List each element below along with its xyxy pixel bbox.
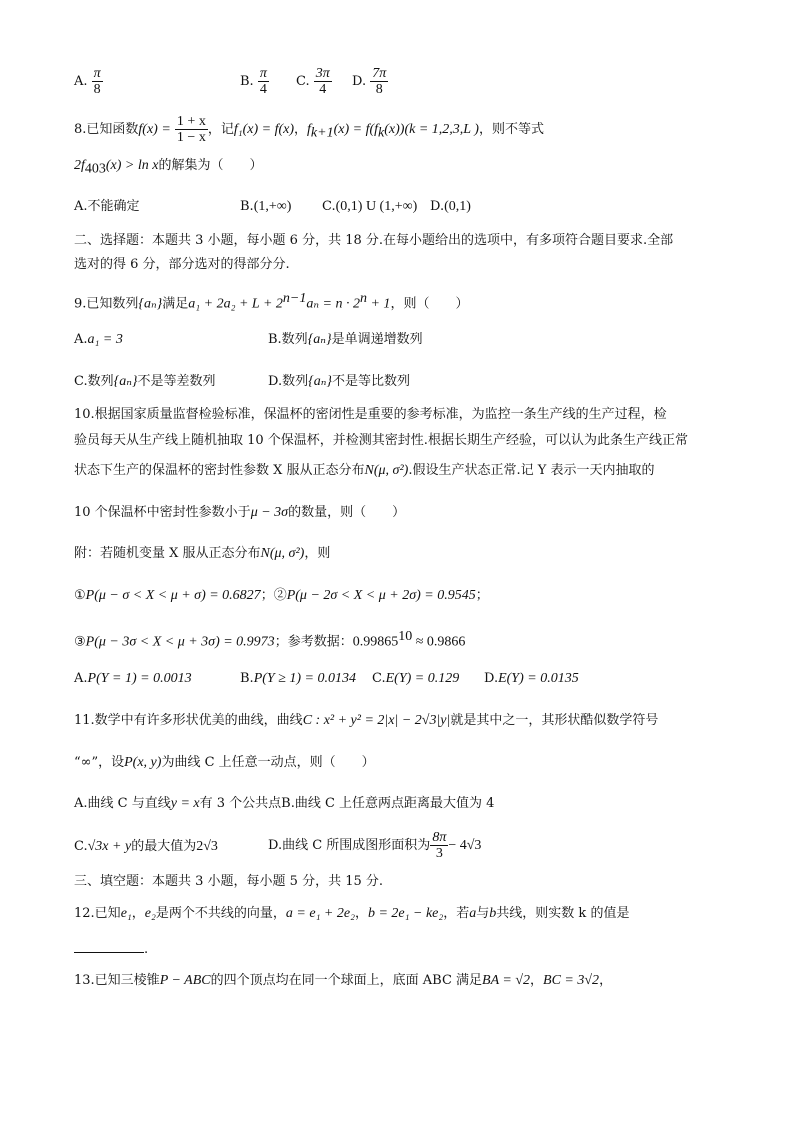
q8-option-d: D.(0,1): [430, 199, 471, 214]
section-3-heading: 三、填空题：本题共 3 小题，每小题 5 分，共 15 分.: [74, 874, 384, 889]
q8-stem: 8.已知函数f(x) = $\frac{1 + x}{1 - x}$ ，记f₁(x) = f(x)，$f_{k+1}(x) = f(f_k(x))(k = 1,2,3,L$ )，则不等式: [74, 114, 544, 145]
q10-option-c: C.E(Y) = 0.129: [372, 671, 460, 686]
q10-appendix-formulas2: ③P(μ − 3σ < X < μ + 3σ) = 0.9973；参考数据：$0.99865^{10} \approx 0.9866$: [74, 629, 466, 650]
q8-option-a: A.不能确定: [74, 199, 140, 214]
fraction: $\frac{\pi}{8}$: [93, 66, 101, 97]
q8-option-c: C.(0,1) U (1,+∞): [322, 199, 418, 214]
answer-blank[interactable]: [74, 940, 144, 953]
q11-option-b: B.曲线 C 上任意两点距离最大值为 4: [281, 796, 495, 811]
fraction: $\frac{3\pi}{4}$: [315, 66, 330, 97]
q10-appendix-formulas1: ①P(μ − σ < X < μ + σ) = 0.6827；②P(μ − 2σ < X < μ + 2σ) = 0.9545；: [74, 588, 489, 603]
q7-option-a: [74, 66, 103, 97]
q10-stem-line2: 验员每天从生产线上随机抽取 10 个保温杯，并检测其密封性.根据长期生产经验，可以认为此条生产线正常: [74, 433, 688, 448]
q11-stem-line2: “∞”，设P(x, y)为曲线 C 上任意一动点，则（ ）: [74, 755, 375, 770]
fraction: $\frac{8\pi}{3}$: [432, 830, 447, 861]
q9-option-d: D.数列{aₙ}不是等比数列: [268, 374, 410, 389]
q7-option-b: [240, 66, 269, 97]
fraction: $\frac{7\pi}{8}$: [372, 66, 387, 97]
q7-option-d: [352, 66, 388, 97]
q12-stem: 12.已知e₁，e₂是两个不共线的向量，a = e₁ + 2e₂，b = 2e₁ − ke₂，若a与b共线，则实数 k 的值是: [74, 906, 630, 921]
q12-answer-line: .: [74, 940, 148, 959]
q10-appendix: 附：若随机变量 X 服从正态分布N(μ, σ²)，则: [74, 546, 331, 561]
q9-option-a: A.a₁ = 3: [74, 332, 123, 347]
q8-option-b: B.(1,+∞): [240, 199, 292, 214]
q11-option-a: A.曲线 C 与直线y = x有 3 个公共点: [74, 796, 282, 811]
option-label: B.: [240, 74, 254, 89]
q11-stem-line1: 11.数学中有许多形状优美的曲线，曲线C : x² + y² = 2|x| − 2√3|y|就是其中之一，其形状酷似数学符号: [74, 713, 659, 728]
q8-stem-line2: $2f_{403}(x) > \ln x$的解集为（ ）: [74, 158, 263, 177]
q10-option-d: D.E(Y) = 0.0135: [484, 671, 579, 686]
fraction: $\frac{1 + x}{1 - x}$: [176, 114, 206, 145]
q10-option-b: B.P(Y ≥ 1) = 0.0134: [240, 671, 356, 686]
q9-stem: 9.已知数列{aₙ}满足$a_1 + 2a_2 + L + 2^{n-1}a_n = n \cdot 2^n + 1$，则（ ）: [74, 291, 469, 312]
q10-stem-line1: 10.根据国家质量监督检验标准，保温杯的密闭性是重要的参考标准，为监控一条生产线的生产过程，检: [74, 407, 667, 422]
q13-stem: 13.已知三棱锥P − ABC的四个顶点均在同一个球面上，底面 ABC 满足BA = √2，BC = 3√2，: [74, 973, 613, 988]
section-2-heading: 二、选择题：本题共 3 小题，每小题 6 分，共 18 分.在每小题给出的选项中，有多项符合题目要求.全部: [74, 233, 674, 248]
q11-options-row1: [74, 795, 494, 813]
option-label: D.: [352, 74, 367, 89]
q7-option-c: [296, 66, 332, 97]
q9-option-b: B.数列{aₙ}是单调递增数列: [268, 332, 423, 347]
option-label: A.: [74, 74, 88, 89]
q11-option-d: D.曲线 C 所围成图形面积为 $\frac{8\pi}{3}$ − 4√3: [268, 830, 482, 861]
q9-option-c: C.数列{aₙ}不是等差数列: [74, 374, 216, 389]
q10-stem-line3: 状态下生产的保温杯的密封性参数 X 服从正态分布N(μ, σ²).假设生产状态正常.记 Y 表示一天内抽取的: [74, 463, 655, 478]
q10-option-a: A.P(Y = 1) = 0.0013: [74, 671, 192, 686]
q11-option-c: C.√3x + y的最大值为2√3: [74, 839, 218, 854]
option-label: C.: [296, 74, 310, 89]
q10-stem-line4: 10 个保温杯中密封性参数小于μ − 3σ的数量，则（ ）: [74, 505, 406, 520]
section-2-heading-line2: 选对的得 6 分，部分选对的得部分分.: [74, 257, 290, 272]
fraction: $\frac{\pi}{4}$: [259, 66, 267, 97]
